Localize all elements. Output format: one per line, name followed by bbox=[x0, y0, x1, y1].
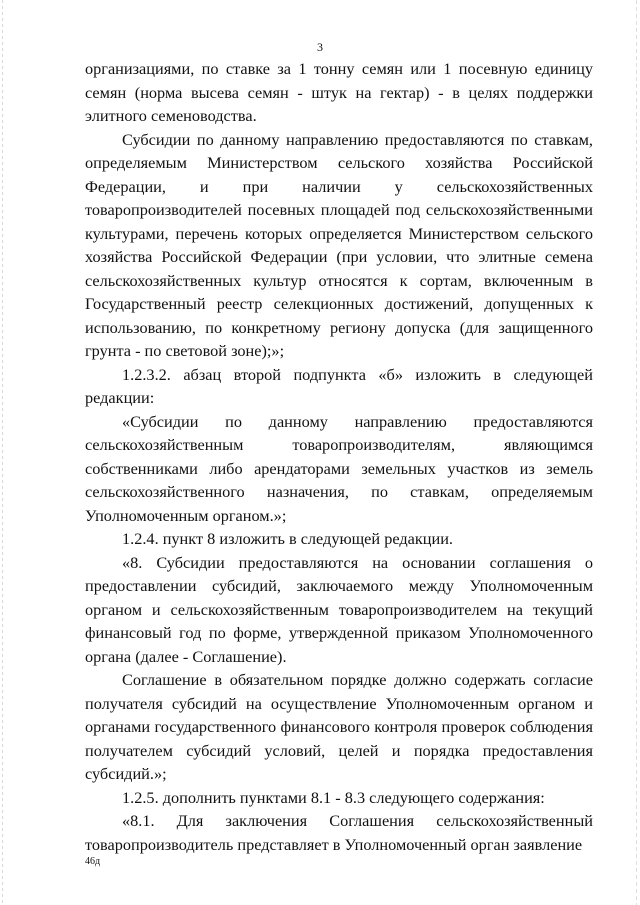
paragraph-continuation: организациями, по ставке за 1 тонну семян или 1 посевную единицу семян (норма высева семян - штук на гектар) - в целях поддержки элитного семеноводства. bbox=[85, 59, 593, 125]
scan-edge-right bbox=[636, 0, 637, 905]
page-number: 3 bbox=[317, 40, 323, 54]
paragraph-point-8: «8. Субсидии предоставляются на основании соглашения о предоставлении субсидий, заключаемого между Уполномоченным органом и сельскохозяйственным товаропроизводителем на текущий финансовый год по форме, утвержденной приказом Уполномоченного органа (далее - Соглашение). bbox=[85, 552, 593, 666]
document-body bbox=[85, 57, 593, 856]
paragraph-subsidy-rates: Субсидии по данному направлению предоставляются по ставкам, определяемым Министерством сельского хозяйства Российской Федерации, и при наличии у сельскохозяйственных товаропроизводителей посевных площадей под сельскохозяйственными культурами, перечень которых определяется Министерством сельского хозяйства Российской Федерации (при условии, что элитные семена сельскохозяйственных культур относятся к сортам, включенным в Государственный реестр селекционных достижений, допущенных к использованию, по конкретному региону допуска (для защищенного грунта - по световой зоне);»; bbox=[85, 129, 593, 360]
footer-code: 46д bbox=[85, 856, 101, 867]
scan-edge-left bbox=[2, 0, 3, 905]
paragraph-amendment-1-2-4: 1.2.4. пункт 8 изложить в следующей редакции. bbox=[122, 529, 453, 548]
paragraph-point-8-1: «8.1. Для заключения Соглашения сельскохозяйственный товаропроизводитель представляет в Уполномоченный орган заявление bbox=[85, 811, 593, 854]
paragraph-agreement-consent: Соглашение в обязательном порядке должно содержать согласие получателя субсидий на осуществление Уполномоченным органом и органами государственного финансового контроля проверок соблюдения получателем субсидий условий, целей и порядка предоставления субсидий.»; bbox=[85, 670, 593, 783]
paragraph-amendment-1-2-3-2: 1.2.3.2. абзац второй подпункта «б» изложить в следующей редакции: bbox=[85, 364, 593, 407]
paragraph-subsidy-recipients: «Субсидии по данному направлению предоставляются сельскохозяйственным товаропроизводителям, являющимся собственниками либо арендаторами земельных участков из земель сельскохозяйственного назначения, по ставкам, определяемым Уполномоченным органом.»; bbox=[85, 411, 593, 525]
paragraph-amendment-1-2-5: 1.2.5. дополнить пунктами 8.1 - 8.3 следующего содержания: bbox=[122, 787, 545, 807]
